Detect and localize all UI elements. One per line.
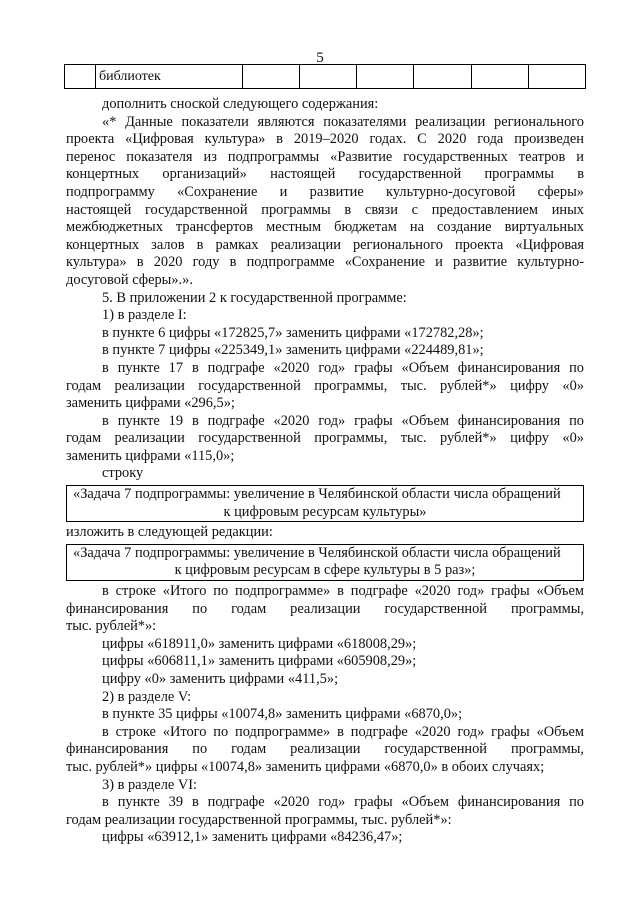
text-line: тыс. рублей*» цифры «10074,8» заменить цифрами «6870,0» в обоих случаях; xyxy=(66,758,545,775)
box-line: к цифровым ресурсам культуры» xyxy=(223,503,427,520)
table-cell xyxy=(243,65,300,89)
text-line: цифры «606811,1» заменить цифрами «605908,29»; xyxy=(102,653,417,670)
footnote-line: подпрограмму «Сохранение и развитие культурно-досуговой сферы» xyxy=(66,183,584,200)
table-cell xyxy=(528,65,585,89)
text-line: заменить цифрами «115,0»; xyxy=(66,447,235,464)
box-line: «Задача 7 подпрограммы: увеличение в Челябинской области числа обращений xyxy=(73,544,561,561)
footnote-line: концертных залов в рамках реализации регионального проекта «Цифровая xyxy=(66,236,584,253)
text-line: в строке «Итого по подпрограмме» в подграфе «2020 год» графы «Объем xyxy=(102,723,584,740)
footnote-line: настоящей государственной программы в связи с предоставлением иных xyxy=(66,201,584,218)
continuation-table xyxy=(64,64,586,89)
footnote-line: проекта «Цифровая культура» в 2019–2020 годах. С 2020 года произведен xyxy=(66,131,584,148)
text-line: 2) в разделе V: xyxy=(102,688,192,705)
text-line: изложить в следующей редакции: xyxy=(66,524,273,541)
text-line: 1) в разделе I: xyxy=(102,307,187,324)
page-number: 5 xyxy=(316,50,324,66)
document-body xyxy=(66,96,584,847)
old-row-box xyxy=(66,485,584,522)
box-line: «Задача 7 подпрограммы: увеличение в Челябинской области числа обращений xyxy=(73,486,561,503)
table-cell xyxy=(65,65,96,89)
text-line: строку xyxy=(102,465,144,482)
table-row xyxy=(65,65,586,89)
box-line: к цифровым ресурсам в сфере культуры в 5 раз»; xyxy=(174,562,476,579)
table-cell xyxy=(357,65,414,89)
footnote-line: досуговой сферы».». xyxy=(66,271,193,288)
footnote-line: межбюджетных трансфертов местным бюджетам на создание виртуальных xyxy=(66,219,584,236)
text-line: в пункте 19 в подграфе «2020 год» графы «Объем финансирования по xyxy=(102,412,584,429)
footnote-line: перенос показателя из подпрограммы «Развитие государственных театров и xyxy=(66,148,584,165)
text-line: в строке «Итого по подпрограмме» в подграфе «2020 год» графы «Объем xyxy=(102,583,584,600)
text-line: в пункте 7 цифры «225349,1» заменить цифрами «224489,81»; xyxy=(102,342,484,359)
footnote-line: концертных организаций» настоящей государственной программы в xyxy=(66,166,584,183)
text-line: финансирования по годам реализации государственной программы, xyxy=(66,741,584,758)
table-cell xyxy=(471,65,528,89)
text-line: в пункте 39 в подграфе «2020 год» графы «Объем финансирования по xyxy=(102,794,584,811)
text-line: в пункте 6 цифры «172825,7» заменить цифрами «172782,28»; xyxy=(102,324,484,341)
text-line: цифры «63912,1» заменить цифрами «84236,47»; xyxy=(102,829,403,846)
text-line: годам реализации государственной программы, тыс. рублей*» цифру «0» xyxy=(66,377,584,394)
table-cell xyxy=(300,65,357,89)
text-line: годам реализации государственной программы, тыс. рублей*» цифру «0» xyxy=(66,430,584,447)
table-cell-label: библиотек xyxy=(96,65,243,89)
new-row-box xyxy=(66,544,584,581)
table-cell xyxy=(414,65,471,89)
text-line: годам реализации государственной программы, тыс. рублей*»: xyxy=(66,811,452,828)
text-line: финансирования по годам реализации государственной программы, xyxy=(66,600,584,617)
footnote-line: культура» в 2020 году в подпрограмме «Сохранение и развитие культурно- xyxy=(66,254,584,271)
text-line: цифры «618911,0» заменить цифрами «618008,29»; xyxy=(102,635,417,652)
footnote-line: «* Данные показатели являются показателями реализации регионального xyxy=(102,113,584,130)
text-line: цифру «0» заменить цифрами «411,5»; xyxy=(102,671,339,687)
text-line: тыс. рублей*»: xyxy=(66,618,157,635)
text-line: дополнить сноской следующего содержания: xyxy=(102,96,379,112)
text-line: в пункте 17 в подграфе «2020 год» графы «Объем финансирования по xyxy=(102,359,584,376)
text-line: заменить цифрами «296,5»; xyxy=(66,395,235,412)
text-line: 3) в разделе VI: xyxy=(102,776,198,793)
text-line: в пункте 35 цифры «10074,8» заменить цифрами «6870,0»; xyxy=(102,706,463,723)
text-line: 5. В приложении 2 к государственной программе: xyxy=(102,289,407,306)
